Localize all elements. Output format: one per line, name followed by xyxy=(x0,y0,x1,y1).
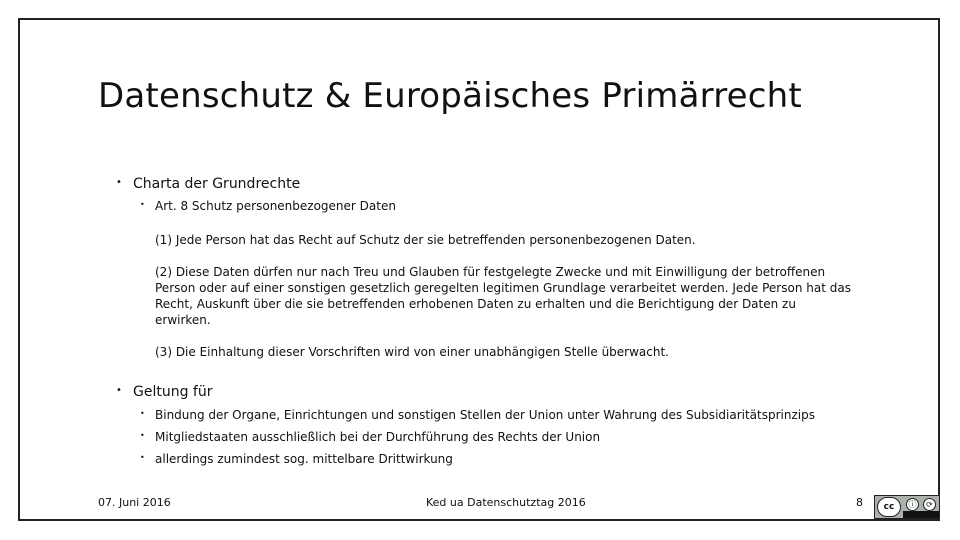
article-paragraph-1: (1) Jede Person hat das Recht auf Schutz der sie betreffenden personenbezogenen Daten. xyxy=(155,233,696,247)
bullet-dot: • xyxy=(140,200,145,209)
bullet-geltung-label: Geltung für xyxy=(133,384,213,400)
footer-event: Ked ua Datenschutztag 2016 xyxy=(426,496,586,509)
article-paragraph-2: (2) Diese Daten dürfen nur nach Treu und Glauben für festgelegte Zwecke und mit Einwilligung der betroffenen Person oder auf einer sonstigen gesetzlich geregelten legitimen Grundlage verarbeitet werden. Jede Person hat das Recht, Auskunft über die sie betreffenden erhobenen Daten zu erhalten und die Berichtigung der Daten zu erwirken. xyxy=(155,265,851,327)
bullet-dot: • xyxy=(116,177,122,188)
bullet-geltung-item-label: allerdings zumindest sog. mittelbare Drittwirkung xyxy=(155,452,453,466)
bullet-dot: • xyxy=(116,385,122,396)
bullet-geltung-item-label: Bindung der Organe, Einrichtungen und sonstigen Stellen der Union unter Wahrung des Subsidiaritätsprinzips xyxy=(155,408,815,422)
share-alike-icon: ⟳ xyxy=(923,498,936,511)
footer-date: 07. Juni 2016 xyxy=(98,496,171,509)
bullet-dot: • xyxy=(140,431,145,440)
attribution-icon: ⓘ xyxy=(906,498,919,511)
bullet-dot: • xyxy=(140,453,145,462)
cc-logo-icon: cc xyxy=(877,497,901,517)
cc-badge-strip xyxy=(903,511,939,518)
bullet-charta-label: Charta der Grundrechte xyxy=(133,176,301,192)
creative-commons-by-sa-icon xyxy=(874,495,940,519)
bullet-geltung-item-label: Mitgliedstaaten ausschließlich bei der Durchführung des Rechts der Union xyxy=(155,430,601,444)
slide-title: Datenschutz & Europäisches Primärrecht xyxy=(98,76,802,116)
bullet-article-8-label: Art. 8 Schutz personenbezogener Daten xyxy=(155,199,396,213)
article-paragraph-3: (3) Die Einhaltung dieser Vorschriften wird von einer unabhängigen Stelle überwacht. xyxy=(155,345,669,359)
footer-page-number: 8 xyxy=(856,496,863,509)
bullet-dot: • xyxy=(140,409,145,418)
